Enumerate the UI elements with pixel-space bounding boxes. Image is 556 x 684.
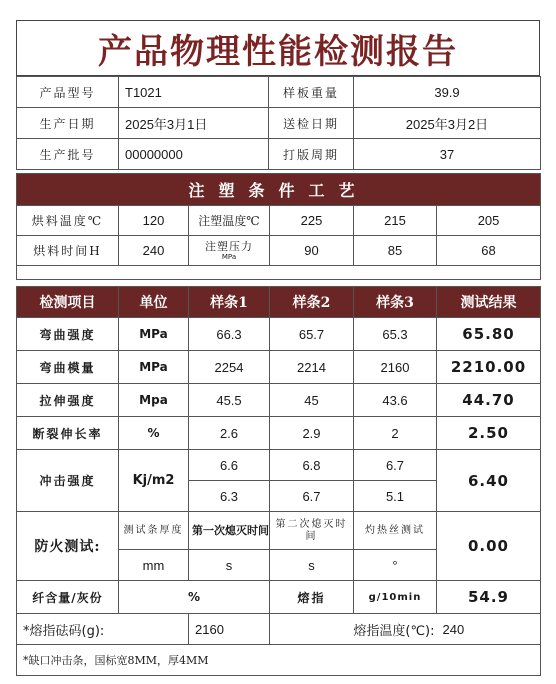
melt-label: 熔指 xyxy=(270,581,354,614)
test-sample-2: 65.7 xyxy=(270,318,354,351)
fiber-unit: % xyxy=(119,581,270,614)
impact-name: 冲击强度 xyxy=(17,450,119,512)
melt-weight-value: 2160 xyxy=(189,614,270,645)
test-sample-2: 2214 xyxy=(270,351,354,384)
info-row xyxy=(17,139,541,170)
test-name: 拉伸强度 xyxy=(17,384,119,417)
product-info-table xyxy=(16,76,541,170)
test-sample-1: 2254 xyxy=(189,351,270,384)
send-date-value: 2025年3月2日 xyxy=(354,108,541,139)
test-header-row xyxy=(17,287,541,318)
test-unit: Mpa xyxy=(119,384,189,417)
fire-result: 0.00 xyxy=(437,512,541,581)
inj-pressure-value-2: 85 xyxy=(354,236,437,266)
report-title: 产品物理性能检测报告 xyxy=(16,20,540,76)
test-sample-1: 45.5 xyxy=(189,384,270,417)
note-text: *缺口冲击条，国标宽8MM，厚4MM xyxy=(17,645,541,676)
note-row xyxy=(17,645,541,676)
test-sample-3: 65.3 xyxy=(354,318,437,351)
process-row xyxy=(17,206,541,236)
inj-pressure-unit: MPa xyxy=(221,253,237,261)
impact-r2-sample-3: 5.1 xyxy=(354,481,437,512)
test-unit: % xyxy=(119,417,189,450)
fiber-label: 纤含量/灰份 xyxy=(17,581,119,614)
fiber-result: 54.9 xyxy=(437,581,541,614)
fire-unit-mm: mm xyxy=(119,550,189,581)
test-name: 弯曲模量 xyxy=(17,351,119,384)
prod-date-label: 生产日期 xyxy=(17,108,119,139)
impact-r1-sample-2: 6.8 xyxy=(270,450,354,481)
header-sample-3: 样条3 xyxy=(354,287,437,318)
dry-time-label: 烘料时间H xyxy=(17,236,119,266)
test-unit: MPa xyxy=(119,318,189,351)
inj-pressure-label: 注塑压力 xyxy=(205,240,253,253)
process-band-title: 注塑条件工艺 xyxy=(17,174,541,206)
test-name: 断裂伸长率 xyxy=(17,417,119,450)
fire-col-second: 第二次熄灭时间 xyxy=(270,512,354,550)
fire-col-glow: 灼热丝测试 xyxy=(354,512,437,550)
header-unit: 单位 xyxy=(119,287,189,318)
inj-pressure-value-1: 90 xyxy=(270,236,354,266)
impact-r2-sample-1: 6.3 xyxy=(189,481,270,512)
send-date-label: 送检日期 xyxy=(269,108,354,139)
fire-unit-degree: ° xyxy=(354,550,437,581)
test-result: 44.70 xyxy=(437,384,541,417)
melt-weight-row xyxy=(17,614,541,645)
fire-unit-s1: s xyxy=(189,550,270,581)
melt-temp-value: 240 xyxy=(437,614,541,645)
spacer-cell xyxy=(17,266,541,280)
test-sample-3: 43.6 xyxy=(354,384,437,417)
header-sample-1: 样条1 xyxy=(189,287,270,318)
test-result: 2.50 xyxy=(437,417,541,450)
test-table xyxy=(16,286,541,676)
test-sample-3: 2160 xyxy=(354,351,437,384)
impact-r1-sample-1: 6.6 xyxy=(189,450,270,481)
impact-unit: Kj/m2 xyxy=(119,450,189,512)
table-row xyxy=(17,351,541,384)
fiber-row xyxy=(17,581,541,614)
process-row xyxy=(17,236,541,266)
prod-date-value: 2025年3月1日 xyxy=(119,108,269,139)
dry-temp-label: 烘料温度℃ xyxy=(17,206,119,236)
test-sample-2: 45 xyxy=(270,384,354,417)
fire-name: 防火测试: xyxy=(17,512,119,581)
spacer-row xyxy=(17,266,541,280)
batch-value: 00000000 xyxy=(119,139,269,170)
table-row xyxy=(17,417,541,450)
test-sample-2: 2.9 xyxy=(270,417,354,450)
inj-pressure-value-3: 68 xyxy=(437,236,541,266)
weight-value: 39.9 xyxy=(354,77,541,108)
impact-result: 6.40 xyxy=(437,450,541,512)
inj-temp-value-2: 215 xyxy=(354,206,437,236)
report-sheet xyxy=(16,20,540,672)
cycle-value: 37 xyxy=(354,139,541,170)
batch-label: 生产批号 xyxy=(17,139,119,170)
inj-temp-value-3: 205 xyxy=(437,206,541,236)
fire-unit-s2: s xyxy=(270,550,354,581)
test-sample-1: 66.3 xyxy=(189,318,270,351)
inj-temp-value-1: 225 xyxy=(270,206,354,236)
dry-temp-value: 120 xyxy=(119,206,189,236)
table-row xyxy=(17,384,541,417)
header-item: 检测项目 xyxy=(17,287,119,318)
cycle-label: 打版周期 xyxy=(269,139,354,170)
dry-time-value: 240 xyxy=(119,236,189,266)
test-unit: MPa xyxy=(119,351,189,384)
inj-pressure-cell xyxy=(189,236,270,266)
impact-r2-sample-2: 6.7 xyxy=(270,481,354,512)
impact-row xyxy=(17,450,541,481)
header-sample-2: 样条2 xyxy=(270,287,354,318)
impact-r1-sample-3: 6.7 xyxy=(354,450,437,481)
melt-weight-label: *熔指砝码(g): xyxy=(17,614,189,645)
test-result: 65.80 xyxy=(437,318,541,351)
fire-col-first: 第一次熄灭时间 xyxy=(189,512,270,550)
process-table xyxy=(16,173,541,280)
info-row xyxy=(17,77,541,108)
test-sample-1: 2.6 xyxy=(189,417,270,450)
test-name: 弯曲强度 xyxy=(17,318,119,351)
model-value: T1021 xyxy=(119,77,269,108)
table-row xyxy=(17,318,541,351)
model-label: 产品型号 xyxy=(17,77,119,108)
inj-temp-label: 注塑温度℃ xyxy=(189,206,270,236)
test-sample-3: 2 xyxy=(354,417,437,450)
melt-unit: g/10min xyxy=(354,581,437,614)
weight-label: 样板重量 xyxy=(269,77,354,108)
header-result: 测试结果 xyxy=(437,287,541,318)
info-row xyxy=(17,108,541,139)
test-result: 2210.00 xyxy=(437,351,541,384)
fire-row xyxy=(17,512,541,550)
fire-col-thickness: 测试条厚度 xyxy=(119,512,189,550)
melt-temp-label: 熔指温度(℃): xyxy=(270,614,437,645)
